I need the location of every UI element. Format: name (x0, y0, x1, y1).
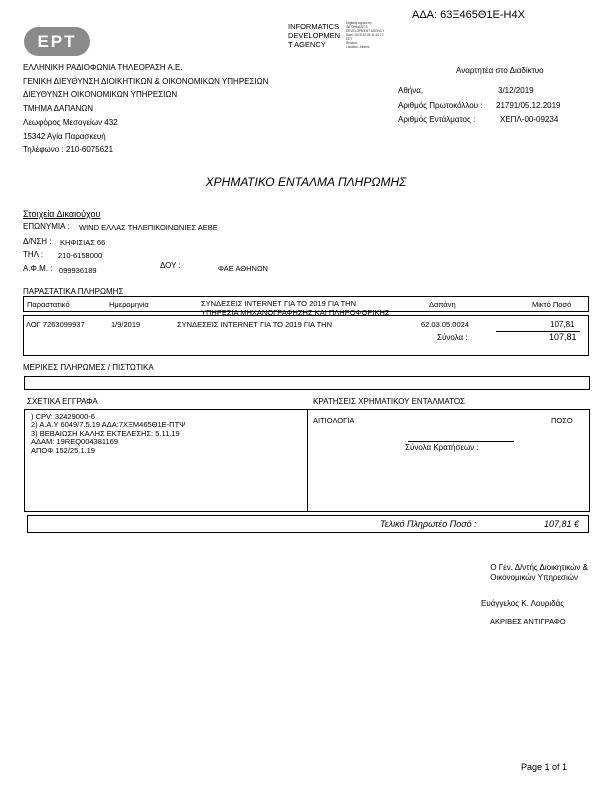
beneficiary-doy: ΦΑΕ ΑΘΗΝΩΝ (218, 264, 268, 273)
col-document: Παραστατικό (27, 300, 70, 309)
col-date: Ημερομηνία (109, 300, 149, 309)
beneficiary-phone: 210-6158000 (58, 251, 103, 260)
informatics-agency: INFORMATICS DEVELOPMEN T AGENCY (288, 22, 341, 49)
related-deductions-box (24, 409, 590, 512)
related-documents-list (31, 413, 185, 455)
related-doc-line: ΑΔΑΜ: 19REQ004381169 (31, 437, 119, 447)
beneficiary-afm: 099936189 (59, 266, 97, 275)
row-expense-code: 62.03.05.0024 (421, 320, 469, 329)
order-value: ΧΕΠΛ-00-09234 (500, 115, 559, 124)
col-description: ΣΥΝΔΕΣΕΙΣ INTERNET ΓΙΑ ΤΟ 2019 ΓΙΑ ΤΗΝ (201, 299, 357, 308)
row-amount: 107,81 (550, 320, 575, 329)
beneficiary-doy-label: ΔΟΥ : (160, 261, 181, 270)
beneficiary-phone-label: ΤΗΛ : (23, 250, 44, 259)
payments-sum-label: Σύνολα : (437, 333, 468, 342)
col-description-2: ΥΠΗΡΕΣΙΑ ΜΗΧΑΝΟΓΡΑΦΗΣΗΣ ΚΑΙ ΠΛΗΡΟΦΟΡΙΚΗΣ (201, 308, 390, 317)
row-description: ΣΥΝΔΕΣΕΙΣ INTERNET ΓΙΑ ΤΟ 2019 ΓΙΑ ΤΗΝ (177, 320, 333, 329)
order-label: Αριθμός Εντάλματος : (398, 115, 476, 124)
deductions-heading: ΚΡΑΤΗΣΕΙΣ ΧΡΗΜΑΤΙΚΟΥ ΕΝΤΑΛΜΑΤΟΣ (313, 397, 465, 406)
partial-box (24, 376, 590, 390)
athens-label: Αθήνα, (398, 86, 424, 95)
final-amount-value: 107,81 € (544, 519, 580, 529)
protocol-value: 21791/05.12.2019 (496, 101, 561, 110)
payments-body (23, 315, 589, 356)
beneficiary-name-label: ΕΠΩΝΥΜΙΑ : (23, 222, 70, 231)
athens-date: 3/12/2019 (498, 86, 534, 95)
beneficiary-address: ΚΗΦΙΣΙΑΣ 66 (60, 238, 106, 247)
signatory-role: Ο Γεν. Δ/ντής Διοικητικών & Οικονομικών Υπηρεσιών (490, 563, 588, 582)
payments-header-row (23, 296, 589, 317)
related-doc-line: ) CPV: 32429000-6 (31, 412, 95, 421)
deductions-amount-col: ΠΟΣΟ (551, 416, 573, 425)
ert-logo: ΕΡΤ (24, 27, 90, 56)
payments-sum-value: 107,81 (549, 332, 577, 342)
protocol-label: Αριθμός Πρωτοκόλλου : (398, 101, 483, 110)
digital-signature: Digitally signed by INFORMATICS DEVELOPMENT AGENCY Date: 2019.12.05 11:15:12 EET Reason: Location: Athens (346, 21, 385, 49)
related-doc-line: 2) Α.Α.Υ 6049/7.5.19 ΑΔΑ:7ΧΞΜ465Θ1Ε-ΠΤΨ (31, 420, 186, 430)
row-document: ΛΟΓ 7263099937 (26, 320, 85, 329)
signatory-name: Ευάγγελος Κ. Λουριδάς (481, 599, 565, 608)
beneficiary-name: WIND ΕΛΛΑΣ ΤΗΛΕΠΙΚΟΙΝΩΝΙΕΣ ΑΕΒΕ (79, 223, 218, 232)
beneficiary-afm-label: Α.Φ.Μ. : (23, 264, 53, 273)
page-number: Page 1 of 1 (521, 762, 568, 772)
related-doc-line: ΑΠΟΦ 152/25.1.19 (31, 445, 95, 455)
col-net-amount: Μικτό Ποσό (532, 300, 572, 309)
deductions-reason-col: ΑΙΤΙΟΛΟΓΙΑ (313, 416, 355, 425)
ada-code: ΑΔΑ: 63Ξ465Θ1Ε-Η4Χ (412, 9, 525, 21)
beneficiary-heading: Στοιχεία Δικαιούχου (23, 209, 101, 219)
payments-heading: ΠΑΡΑΣΤΑΤΙΚΑ ΠΛΗΡΩΜΗΣ (23, 287, 124, 296)
partial-heading: ΜΕΡΙΚΕΣ ΠΛΗΡΩΜΕΣ / ΠΙΣΤΩΤΙΚΑ (23, 363, 154, 372)
related-heading: ΣΧΕΤΙΚΑ ΕΓΓΡΑΦΑ (27, 397, 98, 406)
final-amount-label: Τελικό Πληρωτέο Ποσό : (380, 519, 477, 529)
final-amount-box (27, 515, 589, 533)
beneficiary-address-label: Δ/ΝΣΗ : (23, 237, 52, 246)
posted-online: Αναρτητέα στο Διαδίκτυο (456, 66, 544, 75)
organization-block: ΕΛΛΗΝΙΚΗ ΡΑΔΙΟΦΩΝΙΑ ΤΗΛΕΟΡΑΣΗ Α.Ε. ΓΕΝΙΚΗ ΔΙΕΥΘΥΝΣΗ ΔΙΟΙΚΗΤΙΚΩΝ & ΟΙΚΟΝΟΜΙΚΩΝ ΥΠΗΡΕΣΙΩΝ ΔΙΕΥΘΥΝΣΗ ΟΙΚΟΝΟΜΙΚΩΝ ΥΠΗΡΕΣΙΩΝ ΤΜΗΜΑ ΔΑΠΑΝΩΝ Λεωφόρος Μεσογείων 432 15342 Αγία Παρασκευή Τηλέφωνο : 210-6075621 (23, 63, 269, 155)
related-doc-line: 3) ΒΕΒΑΙΩΣΗ ΚΑΛΗΣ ΕΚΤΕΛΕΣΗΣ: 5.11.19 (31, 428, 180, 438)
deductions-sum-label: Σύνολα Κρατήσεων : (405, 443, 479, 452)
row-date: 1/9/2019 (111, 320, 141, 329)
col-expense: Δαπάνη (429, 300, 456, 309)
certified-copy: ΑΚΡΙΒΕΣ ΑΝΤΙΓΡΑΦΟ (490, 617, 566, 626)
document-title: ΧΡΗΜΑΤΙΚΟ ΕΝΤΑΛΜΑ ΠΛΗΡΩΜΗΣ (205, 175, 407, 189)
